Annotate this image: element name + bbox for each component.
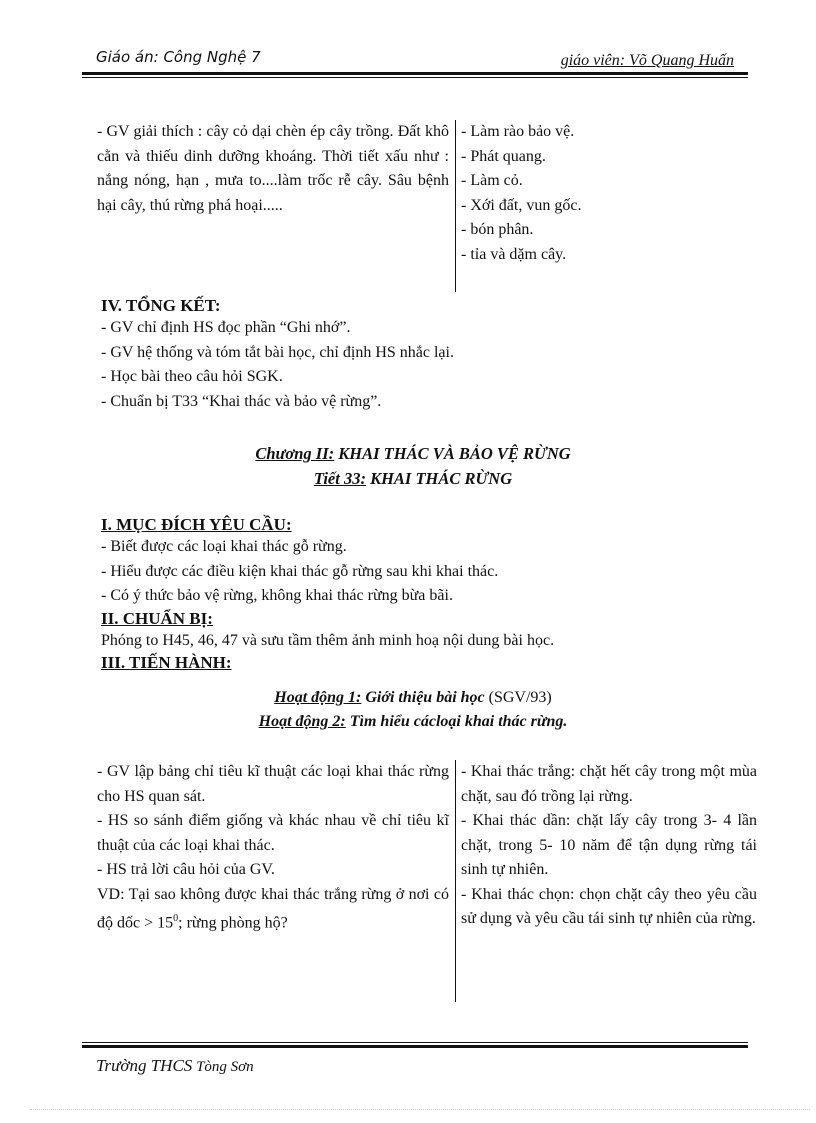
list-item: - HS so sánh điểm giống và khác nhau về chỉ tiêu kĩ thuật của các loại khai thác. (97, 812, 449, 854)
footer-rule-thick (82, 1045, 748, 1048)
table1-right-cell (461, 120, 751, 267)
list-item: - tỉa và dặm cây. (461, 245, 567, 263)
activity2-label: Hoạt động 2: (258, 713, 346, 730)
table2-left-cell (97, 760, 449, 936)
list-item: - Làm rào bảo vệ. (461, 123, 575, 140)
list-item: Phóng to H45, 46, 47 và sưu tầm thêm ảnh minh hoạ nội dung bài học. (101, 631, 555, 649)
list-item: - Làm cỏ. (461, 172, 523, 189)
list-item: - Xới đất, vun gốc. (461, 196, 582, 214)
section-title: I. MỤC ĐÍCH YÊU CẦU: (101, 515, 292, 534)
header-rule-thin (82, 77, 748, 78)
table2-right-cell (461, 760, 757, 932)
header-teacher: giáo viên: Võ Quang Huấn (560, 52, 734, 69)
table1-left-cell: - GV giải thích : cây cỏ dại chèn ép cây trồng. Đất khô cằn và thiếu dinh dưỡng khoáng. Thời tiết xấu như : nắng nóng, hạn , mưa to....làm trốc rễ cây. Sâu bệnh hại cây, thú rừng phá hoại..... (97, 123, 449, 214)
list-item: - Khai thác trắng: chặt hết cây trong một mùa chặt, sau đó trồng lại rừng. (461, 763, 757, 805)
list-item: - Khai thác dần: chặt lấy cây trong 3- 4 lần chặt, trong 5- 10 năm để tận dụng rừng tái sinh tự nhiên. (461, 812, 757, 878)
list-item: - Khai thác chọn: chọn chặt cây theo yêu cầu sử dụng và yêu cầu tái sinh tự nhiên của rừng. (461, 885, 757, 927)
table2-divider (455, 760, 456, 1002)
section-tong-ket (101, 296, 761, 414)
chapter-label: Chương II: (255, 444, 335, 463)
activities-heading (80, 686, 746, 734)
section-title: III. TIẾN HÀNH: (101, 653, 232, 672)
list-item: - Học bài theo câu hỏi SGK. (101, 368, 283, 385)
lesson-title: KHAI THÁC RỪNG (365, 469, 513, 488)
activity1-label: Hoạt động 1: (274, 689, 362, 706)
footer-rule-thin (82, 1042, 748, 1043)
activity1-ref: (SGV/93) (484, 689, 552, 706)
chapter-heading (80, 441, 746, 491)
activity1-title: Giới thiệu bài học (361, 689, 485, 706)
header-subject: Giáo án: Công Nghệ 7 (96, 48, 261, 66)
section-title: II. CHUẨN BỊ: (101, 608, 213, 628)
section-title: IV. TỔNG KẾT: (101, 296, 221, 315)
list-item: - HS trả lời câu hỏi của GV. (97, 861, 275, 878)
header-rule-thick (82, 72, 748, 75)
list-item: - Hiểu được các điều kiện khai thác gỗ rừng sau khi khai thác. (101, 562, 499, 580)
list-item: - GV hệ thống và tóm tắt bài học, chỉ định HS nhắc lại. (101, 343, 454, 361)
list-item: - Chuẩn bị T33 “Khai thác và bảo vệ rừng”. (101, 392, 382, 410)
page-bottom-dotted-line (30, 1109, 810, 1110)
list-item: - Có ý thức bảo vệ rừng, không khai thác rừng bừa bãi. (101, 587, 453, 604)
chapter-title: KHAI THÁC VÀ BẢO VỆ RỪNG (334, 444, 571, 463)
section-lines (101, 316, 761, 414)
list-item: - Phát quang. (461, 147, 546, 165)
list-item: VD: Tại sao không được khai thác trắng rừng ở nơi có độ dốc > $15^0$; rừng phòng hộ? (97, 885, 449, 932)
footer-school: Trường THCS Tòng Sơn (96, 1056, 254, 1075)
lesson-label: Tiết 33: (313, 469, 366, 488)
list-item: - GV chỉ định HS đọc phần “Ghi nhớ”. (101, 319, 351, 336)
activity2-title: Tìm hiểu cácloại khai thác rừng. (345, 713, 568, 730)
section-purpose (101, 515, 781, 673)
list-item: - bón phân. (461, 221, 534, 238)
table1-divider (455, 120, 456, 292)
list-item: - GV lập bảng chỉ tiêu kĩ thuật các loại khai thác rừng cho HS quan sát. (97, 763, 449, 805)
list-item: - Biết được các loại khai thác gỗ rừng. (101, 538, 347, 555)
